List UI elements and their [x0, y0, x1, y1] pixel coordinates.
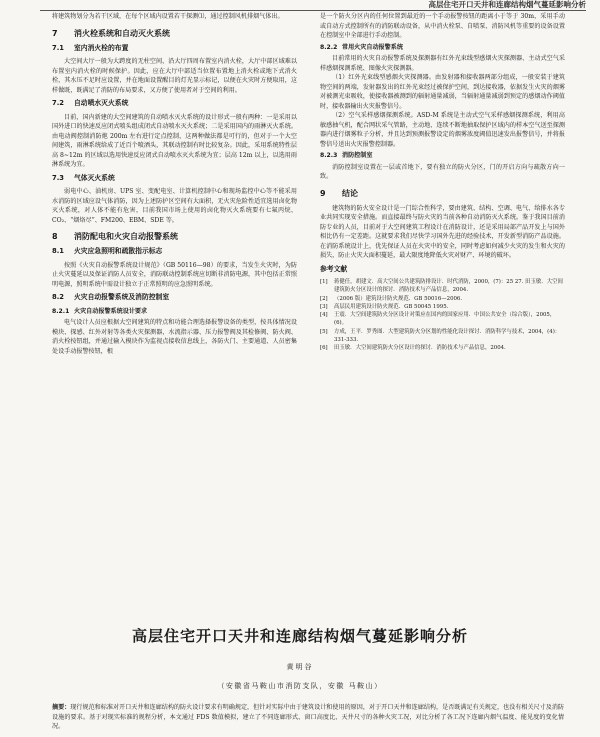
- section-8-2-2-item-2: （2）空气采样感烟探测系统。ASD-M 系统是主动式空气采样感烟探测系统，利用高敏感抽气机，配合网状采气管路，主动地、连续不断地抽取保护区域内的样本空气送至探测器内进行烟雾粒子分析，并且达到预测报警设定的烟雾浓度阈值迅速发出报警信号，并将报警信号送出火灾报警控制器。: [320, 112, 565, 148]
- section-8-1-heading: 8.1 火灾应急照明和疏散指示标志: [52, 247, 163, 255]
- section-7-3-heading: 7.3 气体灭火系统: [52, 173, 115, 182]
- article-title: 高层住宅开口天井和连廊结构烟气蔓延影响分析: [131, 627, 468, 645]
- section-8-2-3-text: 消防控制室设置在一层或首地下，要有独立的防火分区，门的开启方向与疏散方向一致。: [320, 163, 565, 180]
- section-7-1-text: 大空间大厅一般为大跨度的无柱空间，沿大厅四周布置室内消火栓，大厅中部区域难以布置室内消火栓的时候保护。因此，应在大厅中部适当位置布置地上消火栓或地下式消火栓，其水压不足时应设置，并在地面设置醒目的灯光显示标记，以便在火灾时方便取用，这样做既，既满足了消防的布局要求，又方便了使用者对于空间的利用。: [52, 58, 297, 94]
- section-8-2-3-heading: 8.2.3 消防控制室: [320, 152, 373, 159]
- reference-text: （2006 版）建筑设计防火规范．GB 50016—2006.: [334, 295, 463, 302]
- reference-number: [6]: [320, 345, 328, 352]
- reference-text: 王震．大空间建筑防火分区设计对策应在国内的国家应用．中国公共安全（综合版），2005，(6)。: [334, 312, 556, 327]
- reference-number: [2]: [320, 295, 328, 302]
- section-8-2-1-text: 电气设计人员应根据大空间建筑的特点和功能合理选择报警设备的类型，按具体情况设模块、探感、红外对射等各类火灾探测器，水流指示器、压力报警阀及其检修阀、防火阀、消火栓按钮组，并通过输入模块作为监视点接收信息线上，各防火门、主要通道、人员密集处设手动报警按钮，根: [52, 319, 297, 355]
- section-8-2-2-heading: 8.2.2 常用火灾自动报警系统: [320, 43, 403, 51]
- abstract: [52, 703, 564, 737]
- reference-item: [320, 311, 565, 328]
- reference-text: 高层民用建筑设计防火规范．GB 50045 1995.: [334, 303, 449, 310]
- section-7-1-heading: 7.1 室内消火栓的布置: [52, 43, 129, 52]
- section-8-2-1-heading: 8.2.1 火灾自动报警系统设计要求: [52, 307, 148, 315]
- conclusion-text: 建筑物的防火安全设计是一门综合性科学，要由建筑、结构、空调、电气、给排水各专业共同实现安全措施。而直接最终与防火灾的当前各种自动消防灭火系统。鉴于我国目前消防专业的人员，目前对于大空间建筑工程设计在消防设计，还是采用局部产品开发上与国外相比仍有一定差距。这就要求我们尽快学习国外先进的经验技术，开发新型消防产品设施。在消防系统设计上，优先保证人员在火灾中的安全，同时考虑如何减少火灾的发生和火灾的损失，防止火灾大面积蔓延，最大限度地降低火灾对财产、环境的破坏。: [320, 204, 565, 259]
- section-8-2-2-intro: 目前常用的火灾自动报警系统及探测器有红外光束线型感烟火灾探测器、主动式空气采样感烟探测系统、图像火灾探测器。: [320, 55, 565, 72]
- reference-item: [320, 303, 565, 311]
- reference-item: [320, 278, 565, 295]
- reference-item: [320, 328, 565, 345]
- author-name: 黄明谷: [286, 663, 314, 671]
- reference-number: [4]: [320, 312, 328, 319]
- section-7-2-text: 目前，国内新建的大空间建筑的自动喷水灭火系统的设计形式一般有两种：一是采用以国外进口的快速反应闭式喷头组成闭式自动喷水灭火系统；二是采用国内的雨淋灭火系统。由电动阀控制消防炮 200m 左右进行定点控制，这两种做法都是可行的，但对于一个大空间建筑，雨淋系统给成了近百个喷洒头，其联动控制有时比较复杂。因此，采用系统特性层高 8~12m 的区域以选用快速反应闭式自动喷水灭火系统为宜；层高 12m 以上，以选用雨淋系统为宜。: [52, 113, 297, 168]
- right-column: [320, 12, 565, 652]
- reference-item: [320, 295, 565, 303]
- reference-text: 田玉敏．大空间建筑防火分区设计的探讨．消防技术与产品信息，2004.: [334, 345, 506, 352]
- reference-number: [3]: [320, 303, 328, 310]
- section-8-2-2-item-1: （1）红外光束线型感烟火灾探测器。由发射器和接收器两部分组成，一般安装于建筑物空间的两端，发射器发出的红外光束经过被保护空间，到达接收器，依据发生火灾的烟雾对被测光束吸收，使接收器被测到的辐射通量减弱，当辐射通量减弱到预定的感烟动作阈值时，接收器输出火灾报警信号。: [320, 74, 565, 110]
- intro-paragraph: 将建筑物划分为若干区域，在每个区域内设置若干探测⑴，通过控制风机排烟气体出。: [52, 13, 284, 20]
- references-list: [320, 278, 565, 353]
- section-7-3-text: 弱电中心、油机房、UPS 室、变配电室、计算机控制中心和现场监控中心等不能采用水消防的区域应设气体消防，因为上述防护区空间有大面积，无火灾危险性适宜选用卤化物灭火系统，对人体不能有危害，目前我国市场上使用的卤化物灭火系统要有七氟丙烷、CO₂、“烟烙尽”、FM200、EBM、SDE 等。: [52, 188, 297, 224]
- running-header: 高层住宅开口天井和连廊结构烟气蔓延影响分析: [428, 0, 586, 9]
- abstract-label: 摘要：: [52, 704, 71, 711]
- left-column: [52, 12, 297, 652]
- abstract-text: 现行规范和标准对开口天井和连廊结构的防火设计要求有明确规定，但针对实际中由于建筑设计和使用的原因，对于开口天井和连廊结构，是否既满足有关规定，也没有相关尺寸及消防设施的要求。基于对现实标准的规程分析，本文通过 FDS 数值模拟，建立了不同连廊形式、窗口高度比、天井尺寸的各种火灾工况，对比分析了各工况下连廊内烟气温度、能见度的变化情况。: [52, 704, 564, 730]
- reference-number: [5]: [320, 328, 328, 335]
- section-9-heading: 9 结论: [320, 188, 358, 198]
- reference-text: 方成，王平．罗秀图．大型建筑防火分区划的性能化设计探讨．消防科学与技术，2004，(4)：331-333.: [334, 328, 561, 344]
- section-7-2-heading: 7.2 自动喷水灭火系统: [52, 99, 129, 107]
- section-8-1-text: 按照《火灾自动报警系统设计规范》（GB 50116—98）的要求，当发生火灾时，为防止火灾蔓延以及保证消防人员安全，消防联动控制系统应切断非消防电源，其中包括正常照明电源，照明系统中需设计独立于正常照明的应急照明系统。: [52, 261, 297, 288]
- header-rule: [40, 10, 586, 11]
- reference-item: [320, 344, 565, 352]
- continued-paragraph: 是一个防火分区内的任何位置到最近的一个手动报警按钮的距离小于等于 30m，采用手动或自动方式控制所有的消防联动设备，从中消火栓泵、自喷泵、消防风机等重要的设备设置在控制室中全部进行手动控制。: [320, 13, 565, 39]
- reference-text: 蒋健任，胡建文．高大空间公共建筑防排设计．时代消防，2000，(7)：25 27. 田玉敏．大空间建筑防火分区设计的探讨．消防技术与产品信息，2004.: [334, 279, 563, 294]
- reference-number: [1]: [320, 279, 328, 285]
- section-7-heading: 7 消火栓系统和自动灭火系统: [52, 28, 170, 38]
- section-8-2-heading: 8.2 火灾自动报警系统及消防控制室: [52, 293, 170, 301]
- references-heading: 参考文献: [320, 264, 348, 273]
- author-affiliation: （安徽省马鞍山市消防支队，安徽 马鞍山）: [217, 682, 383, 690]
- section-8-heading: 8 消防配电和火灾自动报警系统: [52, 232, 178, 241]
